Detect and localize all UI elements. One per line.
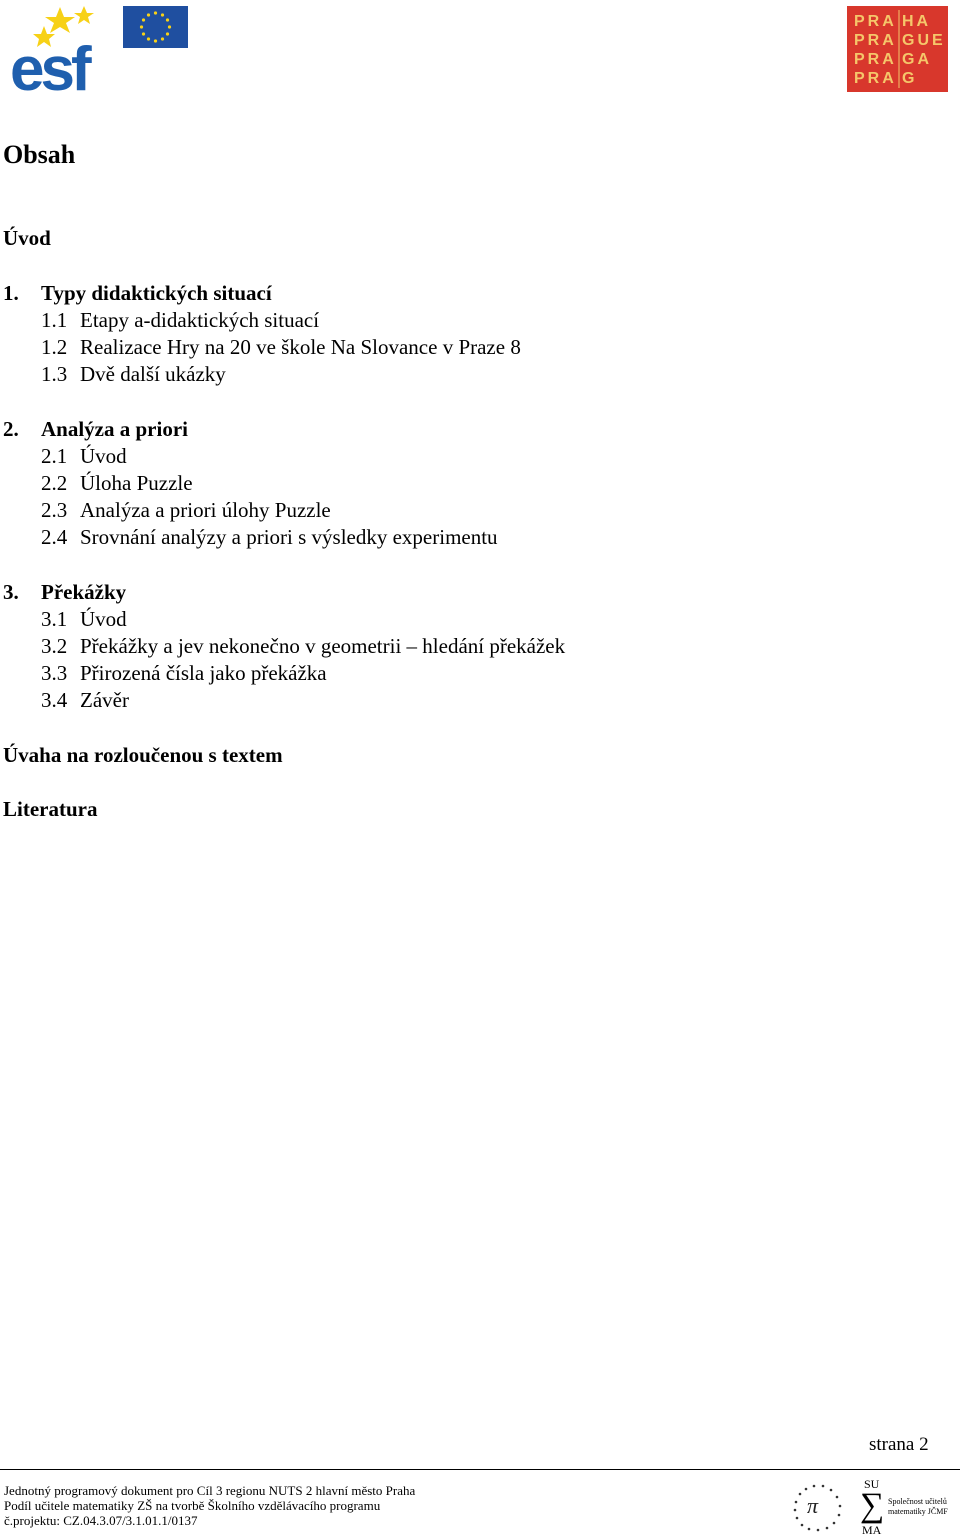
prague-logo-text: PRA bbox=[854, 70, 897, 87]
toc-chapter-2 bbox=[3, 417, 188, 442]
toc-literature: Literatura bbox=[3, 797, 98, 821]
page-number: strana 2 bbox=[869, 1434, 929, 1455]
sigma-logo-top: SU bbox=[864, 1477, 880, 1491]
toc-chapter-number: 3. bbox=[3, 580, 19, 604]
toc-closing: Úvaha na rozloučenou s textem bbox=[3, 743, 283, 767]
svg-text:π: π bbox=[807, 1493, 819, 1518]
toc-item-1-2: 1.2 Realizace Hry na 20 ve škole Na Slovance v Praze 8 bbox=[41, 335, 521, 359]
toc-chapter-number: 2. bbox=[3, 417, 19, 441]
page-title: Obsah bbox=[3, 140, 76, 169]
toc-item-1-1: 1.1 Etapy a-didaktických situací bbox=[41, 308, 320, 332]
org-name-line-1: Společnost učitelů bbox=[888, 1497, 947, 1506]
sigma-logo bbox=[858, 1478, 888, 1536]
toc-intro: Úvod bbox=[3, 226, 51, 250]
toc-item-2-1: 2.1 Úvod bbox=[41, 444, 127, 468]
esf-logo bbox=[8, 4, 114, 94]
toc-chapter-title: Typy didaktických situací bbox=[41, 281, 272, 305]
eu-flag bbox=[123, 6, 188, 48]
jcmf-logo bbox=[790, 1480, 846, 1534]
toc-item-3-2: 3.2 Překážky a jev nekonečno v geometrii – hledání překážek bbox=[41, 634, 566, 658]
prague-logo-text: PRA bbox=[854, 32, 897, 49]
toc-item-1-3: 1.3 Dvě další ukázky bbox=[41, 362, 226, 386]
toc-item-3-1: 3.1 Úvod bbox=[41, 607, 127, 631]
toc-chapter-1 bbox=[3, 281, 272, 306]
footer-line-2: Podíl učitele matematiky ZŠ na tvorbě Školního vzdělávacího programu bbox=[4, 1498, 381, 1513]
toc-item-2-3: 2.3 Analýza a priori úlohy Puzzle bbox=[41, 498, 331, 522]
prague-logo-text: HA bbox=[902, 13, 932, 30]
prague-logo-text: GUE bbox=[902, 32, 946, 49]
prague-logo-text: G bbox=[902, 70, 918, 87]
toc-item-3-3: 3.3 Přirozená čísla jako překážka bbox=[41, 661, 327, 685]
toc-item-3-4: 3.4 Závěr bbox=[41, 688, 129, 712]
sigma-icon: ∑ bbox=[860, 1487, 885, 1524]
toc-chapter-title: Překážky bbox=[41, 580, 127, 604]
prague-logo bbox=[847, 6, 948, 92]
org-name bbox=[888, 1497, 948, 1517]
toc-chapter-number: 1. bbox=[3, 281, 19, 305]
prague-logo-text: GA bbox=[902, 51, 932, 68]
prague-logo-text: PRA bbox=[854, 51, 897, 68]
sigma-logo-bottom: MA bbox=[862, 1523, 882, 1537]
prague-logo-text: PRA bbox=[854, 13, 897, 30]
footer-line-3: č.projektu: CZ.04.3.07/3.1.01.1/0137 bbox=[4, 1513, 198, 1528]
svg-text:esf: esf bbox=[10, 35, 88, 94]
footer-line-1: Jednotný programový dokument pro Cíl 3 regionu NUTS 2 hlavní město Praha bbox=[4, 1483, 416, 1498]
toc-item-2-2: 2.2 Úloha Puzzle bbox=[41, 471, 193, 495]
org-name-line-2: matematiky JČMF bbox=[888, 1507, 948, 1516]
toc-chapter-title: Analýza a priori bbox=[41, 417, 188, 441]
footer-divider bbox=[0, 1469, 960, 1470]
toc-item-2-4: 2.4 Srovnání analýzy a priori s výsledky experimentu bbox=[41, 525, 498, 549]
toc-chapter-3 bbox=[3, 580, 126, 605]
